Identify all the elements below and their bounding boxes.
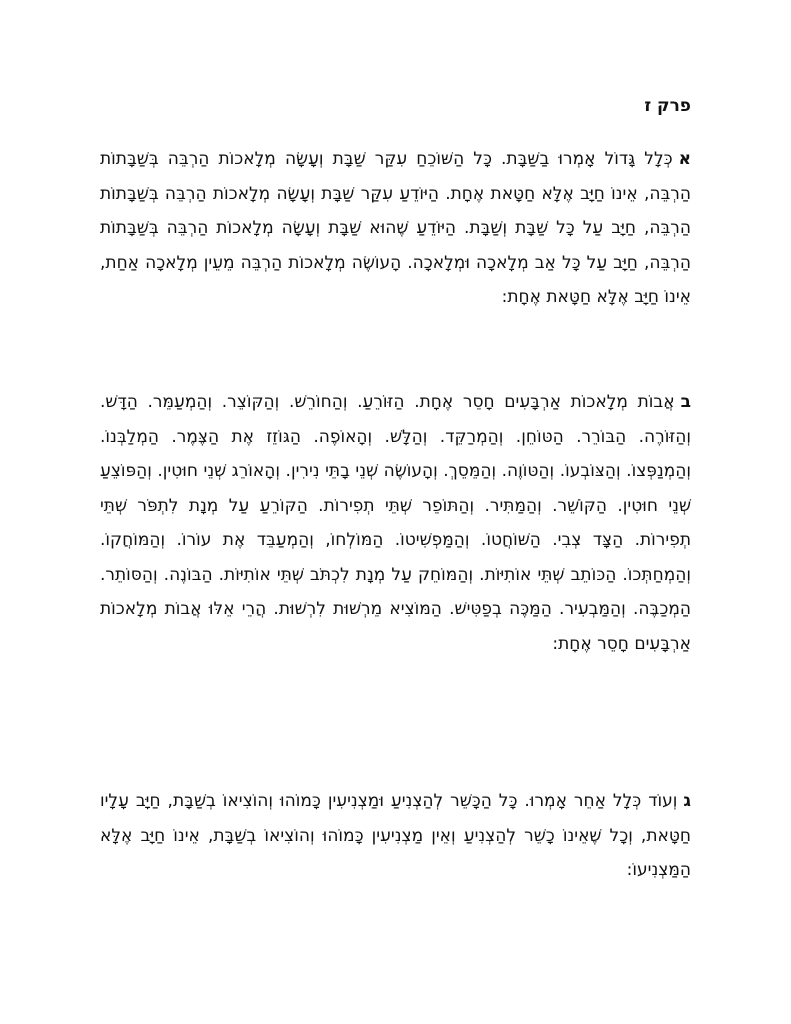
chapter-title: פרק ז <box>644 96 691 116</box>
mishnah-paragraph <box>100 784 691 888</box>
mishnah-number: ג <box>683 791 691 811</box>
mishnah-number: ב <box>680 392 691 412</box>
mishnah-number: א <box>678 149 691 169</box>
mishnah-paragraph <box>100 142 691 315</box>
mishnah-text: וְעוֹד כְּלָל אַחֵר אָמְרוּ. כָּל הַכָּשֵׁר לְהַצְנִיעַ וּמַצְנִיעִין כָּמוֹהוּ וְהוֹצִיאוֹ בְשַׁבָּת, חַיָּב עָלָיו חַטָּאת, וְכָל שֶׁאֵינוֹ כָשֵׁר לְהַצְנִיעַ וְאֵין מַצְנִיעִין כָּמוֹהוּ וְהוֹצִיאוֹ בְשַׁבָּת, אֵינוֹ חַיָּב אֶלָּא הַמַּצְנִיעוֹ: <box>100 791 691 880</box>
mishnah-text: כְּלָל גָּדוֹל אָמְרוּ בַשַּׁבָּת. כָּל הַשּׁוֹכֵחַ עִקַּר שַׁבָּת וְעָשָׂה מְלָאכוֹת הַרְבֵּה בְּשַׁבָּתוֹת הַרְבֵּה, אֵינוֹ חַיָּב אֶלָּא חַטָּאת אֶחָת. הַיּוֹדֵעַ עִקַּר שַׁבָּת וְעָשָׂה מְלָאכוֹת הַרְבֵּה בְּשַׁבָּתוֹת הַרְבֵּה, חַיָּב עַל כָּל שַׁבָּת וְשַׁבָּת. הַיּוֹדֵעַ שֶׁהוּא שַׁבָּת וְעָשָׂה מְלָאכוֹת הַרְבֵּה בְּשַׁבָּתוֹת הַרְבֵּה, חַיָּב עַל כָּל אַב מְלָאכָה וּמְלָאכָה. הָעוֹשֶׂה מְלָאכוֹת הַרְבֵּה מֵעֵין מְלָאכָה אַחַת, אֵינוֹ חַיָּב אֶלָּא חַטָּאת אֶחָת: <box>100 149 691 307</box>
mishnah-paragraph <box>100 385 691 661</box>
mishnah-text: אֲבוֹת מְלָאכוֹת אַרְבָּעִים חָסֵר אֶחָת. הַזּוֹרֵעַ. וְהַחוֹרֵשׁ. וְהַקּוֹצֵר. וְהַמְעַמֵּר. הַדָּשׁ. וְהַזּוֹרֶה. הַבּוֹרֵר. הַטּוֹחֵן. וְהַמְרַקֵּד. וְהַלָּשׁ. וְהָאוֹפֶה. הַגּוֹזֵז אֶת הַצֶּמֶר. הַמְלַבְּנוֹ. וְהַמְנַפְּצוֹ. וְהַצּוֹבְעוֹ. וְהַטּוֹוֶה. וְהַמֵּסֵךְ. וְהָעוֹשֶׂה שְׁנֵי בָתֵּי נִירִין. וְהָאוֹרֵג שְׁנֵי חוּטִין. וְהַפּוֹצֵעַ שְׁנֵי חוּטִין. הַקּוֹשֵׁר. וְהַמַּתִּיר. וְהַתּוֹפֵר שְׁתֵּי תְפִירוֹת. הַקּוֹרֵעַ עַל מְנָת לִתְפֹּר שְׁתֵּי תְפִירוֹת. הַצָּד צְבִי. הַשּׁוֹחֲטוֹ. וְהַמַּפְשִׁיטוֹ. הַמּוֹלְחוֹ, וְהַמְעַבֵּד אֶת עוֹרוֹ. וְהַמּוֹחֲקוֹ. וְהַמְחַתְּכוֹ. הַכּוֹתֵב שְׁתֵּי אוֹתִיּוֹת. וְהַמּוֹחֵק עַל מְנָת לִכְתֹּב שְׁתֵּי אוֹתִיּוֹת. הַבּוֹנֶה. וְהַסּוֹתֵר. הַמְכַבֶּה. וְהַמַּבְעִיר. הַמַּכֶּה בְפַטִּישׁ. הַמּוֹצִיא מֵרְשׁוּת לִרְשׁוּת. הֲרֵי אֵלּוּ אֲבוֹת מְלָאכוֹת אַרְבָּעִים חָסֵר אֶחָת: <box>100 392 691 654</box>
